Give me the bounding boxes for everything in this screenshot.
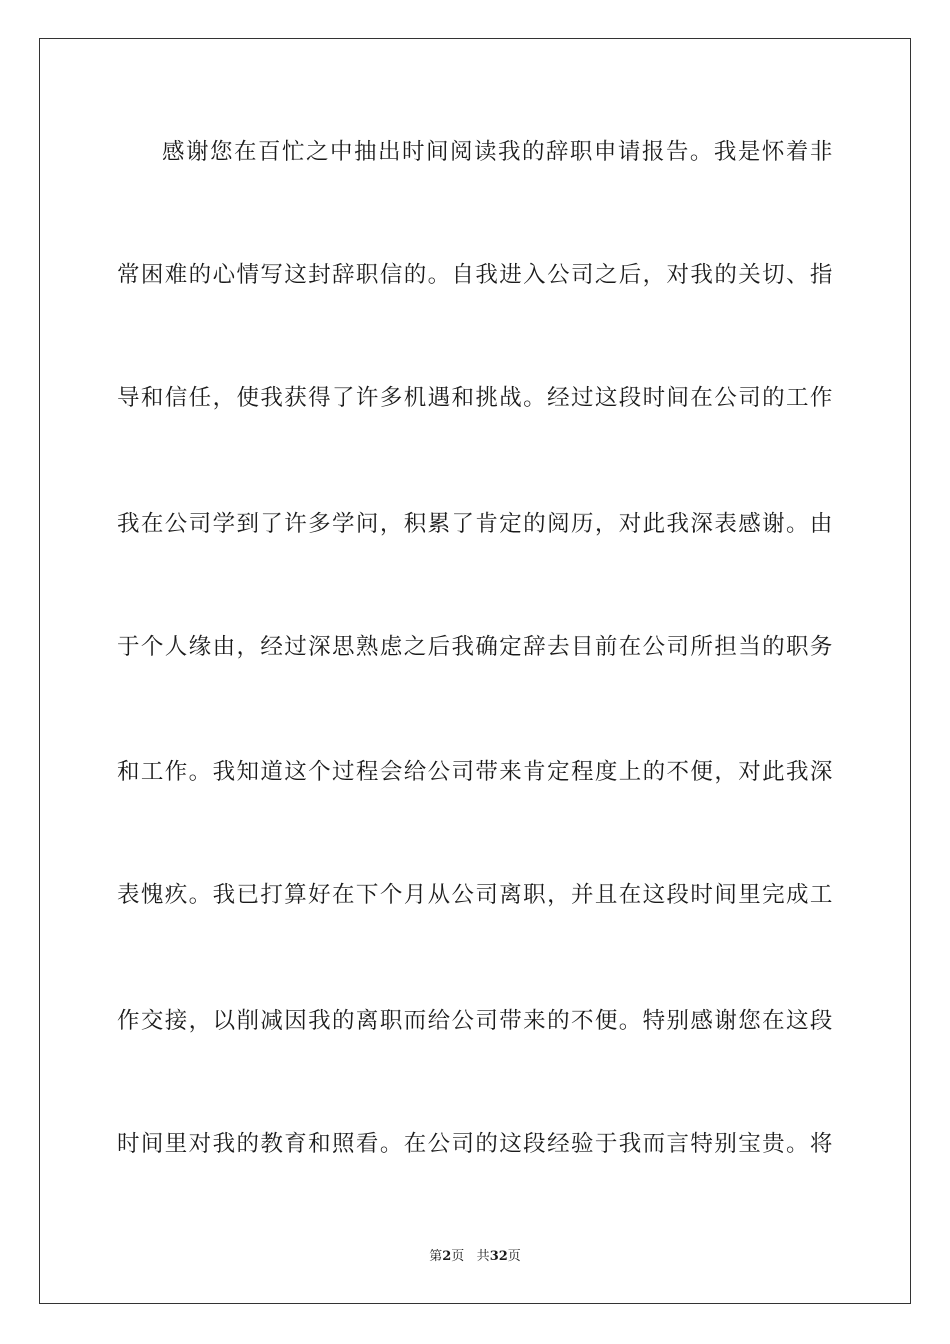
- total-pages: 32: [489, 1249, 508, 1264]
- total-suffix: 页: [507, 1249, 521, 1264]
- page-footer: [0, 1245, 950, 1264]
- total-prefix: 共: [476, 1249, 490, 1264]
- paragraph-line-4: 我在公司学到了许多学问，积累了肯定的阅历，对此我深表感谢。由: [117, 511, 833, 537]
- paragraph-line-5: 于个人缘由，经过深思熟虑之后我确定辞去目前在公司所担当的职务: [117, 634, 833, 660]
- paragraph-line-8: 作交接，以削减因我的离职而给公司带来的不便。特别感谢您在这段: [117, 1008, 833, 1034]
- paragraph-line-9: 时间里对我的教育和照看。在公司的这段经验于我而言特别宝贵。将: [117, 1131, 833, 1157]
- paragraph-line-7: 表愧疚。我已打算好在下个月从公司离职，并且在这段时间里完成工: [117, 882, 833, 908]
- paragraph-line-1: 感谢您在百忙之中抽出时间阅读我的辞职申请报告。我是怀着非: [162, 139, 833, 165]
- page-border: [39, 38, 911, 1304]
- page-suffix: 页: [451, 1249, 465, 1264]
- paragraph-line-6: 和工作。我知道这个过程会给公司带来肯定程度上的不便，对此我深: [117, 759, 833, 785]
- page-prefix: 第: [429, 1249, 443, 1264]
- page-number: 2: [442, 1249, 452, 1264]
- paragraph-line-2: 常困难的心情写这封辞职信的。自我进入公司之后，对我的关切、指: [117, 262, 833, 288]
- paragraph-line-3: 导和信任，使我获得了许多机遇和挑战。经过这段时间在公司的工作: [117, 385, 833, 411]
